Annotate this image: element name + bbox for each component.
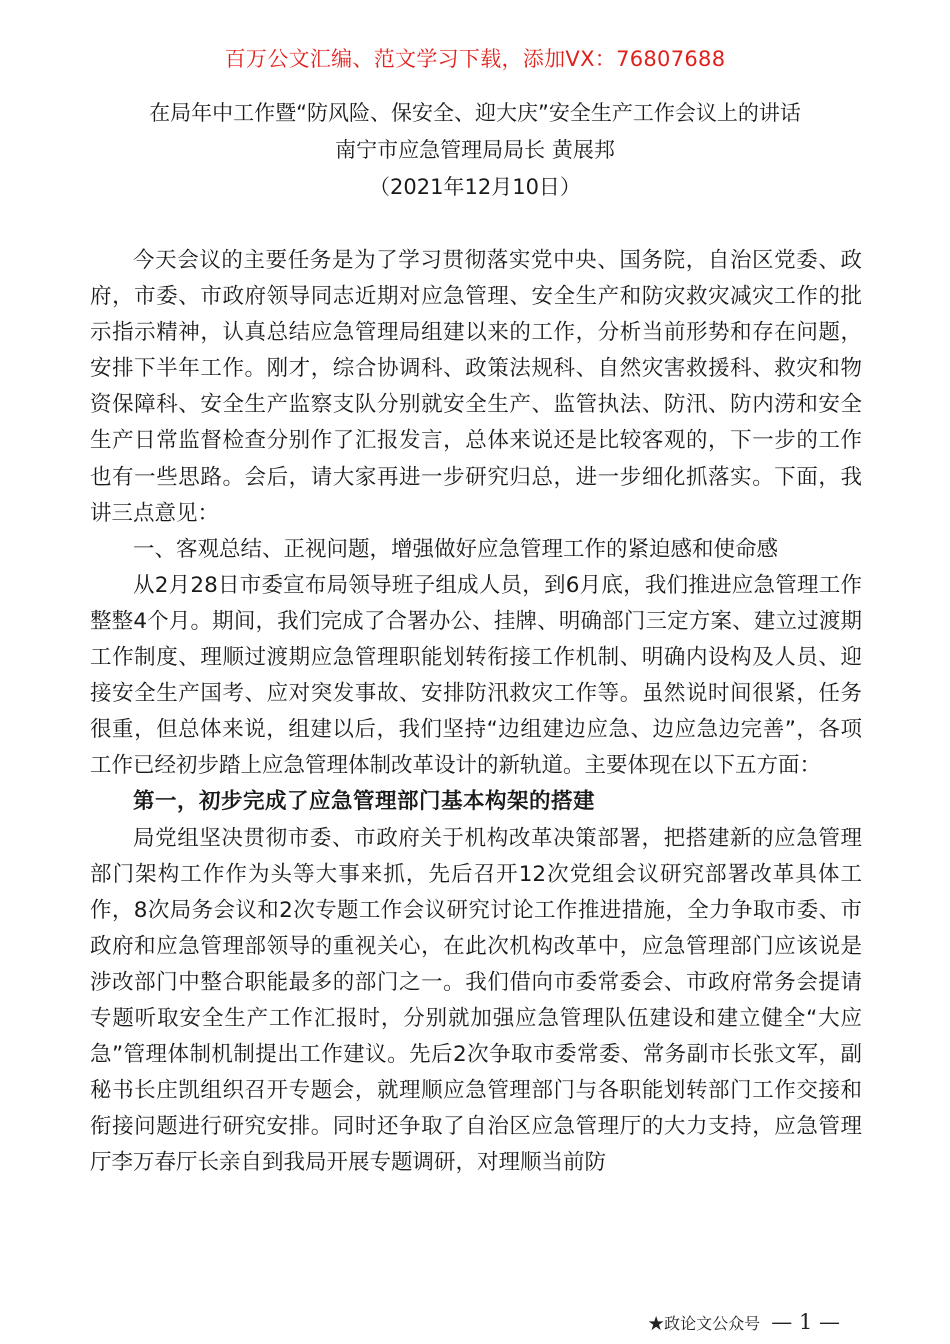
document-title-block [0, 95, 950, 206]
subheading: 第一，初步完成了应急管理部门基本构架的搭建 [133, 789, 596, 815]
body-paragraph: 局党组坚决贯彻市委、市政府关于机构改革决策部署，把搭建新的应急管理部门架构工作作为头等大事来抓，先后召开12次党组会议研究部署改革具体工作，8次局务会议和2次专题工作会议研究讨论工作推进措施，全力争取市委、市政府和应急管理部领导的重视关心，在此次机构改革中，应急管理部门应该说是涉改部门中整合职能最多的部门之一。我们借向市委常委会、市政府常务会提请专题听取安全生产工作汇报时，分别就加强应急管理队伍建设和建立健全“大应急”管理体制机制提出工作建议。先后2次争取市委常委、常务副市长张文军，副秘书长庄凯组织召开专题会，就理顺应急管理部门与各职能划转部门工作交接和衔接问题进行研究安排。同时还争取了自治区应急管理厅的大力支持，应急管理厅李万春厅长亲自到我局开展专题调研，对理顺当前防 [90, 825, 862, 1176]
page-number: — 1 — [771, 1310, 840, 1334]
document-body [90, 243, 862, 1181]
page-footer [648, 1310, 840, 1334]
footer-source: ★政论文公众号 [648, 1314, 761, 1333]
watermark-banner: 百万公文汇编、范文学习下载，添加VX：76807688 [224, 47, 726, 71]
speech-date: （2021年12月10日） [369, 175, 581, 199]
body-paragraph: 从2月28日市委宣布局领导班子组成人员，到6月底，我们推进应急管理工作整整4个月。期间，我们完成了合署办公、挂牌、明确部门三定方案、建立过渡期工作制度、理顺过渡期应急管理职能划转衔接工作机制、明确内设构及人员、迎接安全生产国考、应对突发事故、安排防汛救灾工作等。虽然说时间很紧，任务很重，但总体来说，组建以后，我们坚持“边组建边应急、边应急边完善”，各项工作已经初步踏上应急管理体制改革设计的新轨道。主要体现在以下五方面： [90, 572, 862, 779]
section-heading: 一、客观总结、正视问题，增强做好应急管理工作的紧迫感和使命感 [133, 536, 779, 562]
document-title: 在局年中工作暨“防风险、保安全、迎大庆”安全生产工作会议上的讲话 [149, 101, 801, 125]
body-paragraph: 今天会议的主要任务是为了学习贯彻落实党中央、国务院，自治区党委、政府，市委、市政府领导同志近期对应急管理、安全生产和防灾救灾减灾工作的批示指示精神，认真总结应急管理局组建以来的工作，分析当前形势和存在问题，安排下半年工作。刚才，综合协调科、政策法规科、自然灾害救援科、救灾和物资保障科、安全生产监察支队分别就安全生产、监管执法、防汛、防内涝和安全生产日常监督检查分别作了汇报发言，总体来说还是比较客观的，下一步的工作也有一些思路。会后，请大家再进一步研究归总，进一步细化抓落实。下面，我讲三点意见： [90, 248, 862, 526]
speaker-line: 南宁市应急管理局局长 黄展邦 [335, 138, 615, 162]
